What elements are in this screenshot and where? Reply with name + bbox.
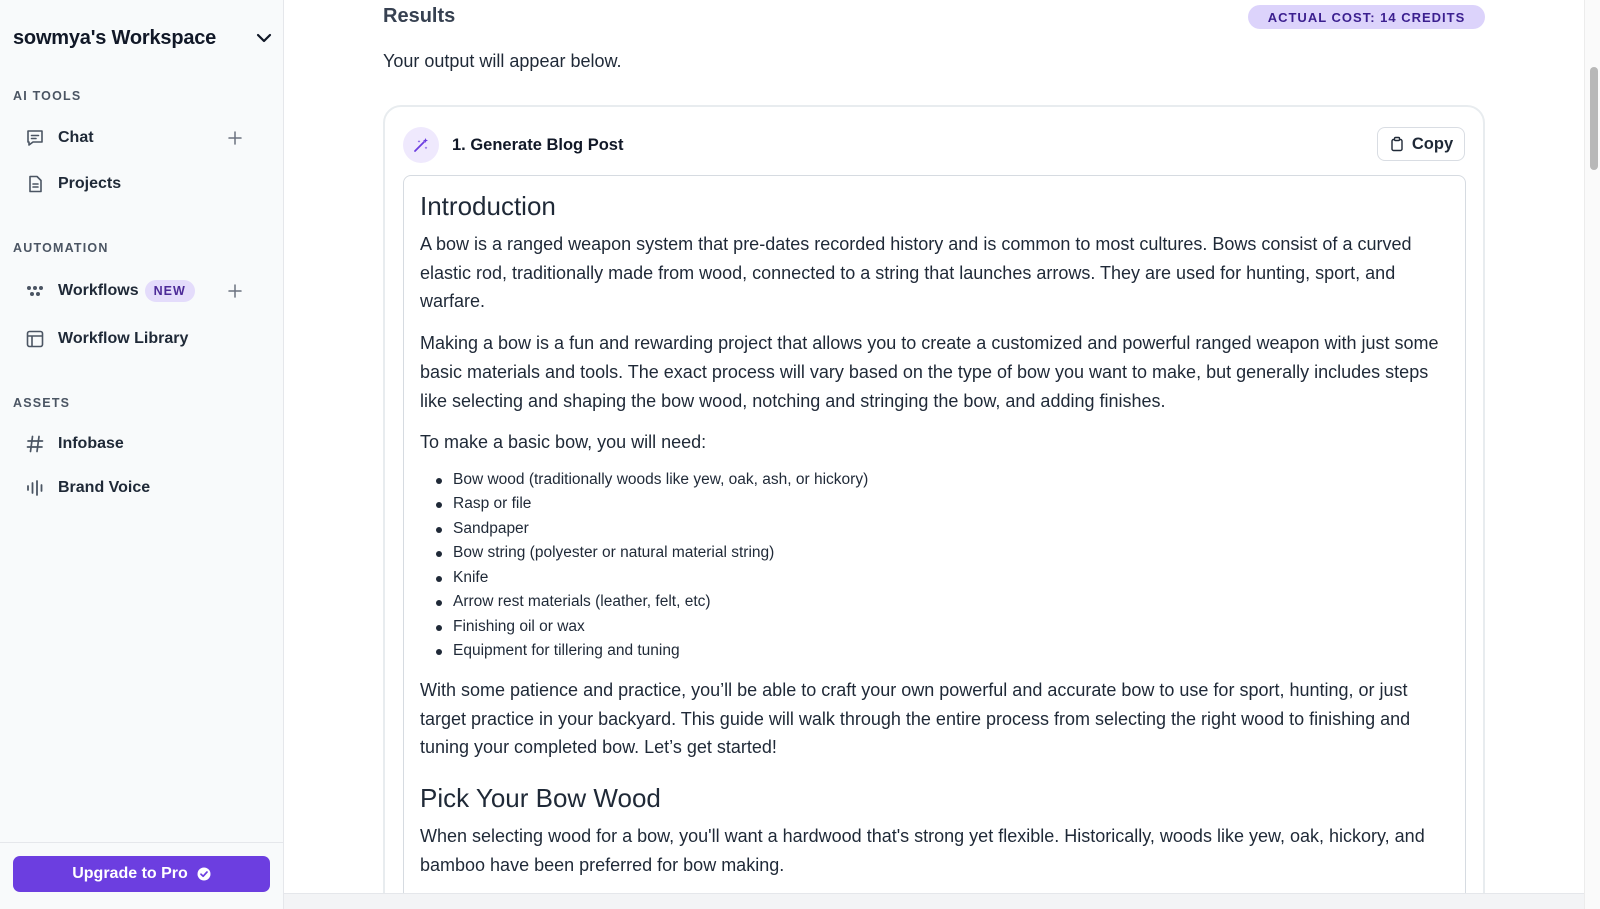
- list-item: Bow string (polyester or natural material string): [420, 541, 1449, 566]
- sidebar-item-brand-voice[interactable]: [16, 469, 262, 507]
- sidebar-item-workflow-library[interactable]: [16, 320, 262, 358]
- new-badge: NEW: [145, 280, 195, 302]
- results-title: Results: [383, 5, 456, 27]
- card-header: [403, 127, 623, 163]
- voice-bars-icon: [24, 477, 46, 499]
- sidebar-divider: [0, 842, 284, 843]
- section-label-automation: AUTOMATION: [13, 241, 109, 255]
- paragraph: Making a bow is a fun and rewarding project that allows you to create a customized and powerful ranged weapon with just some basic materials and tools. The exact process will vary based on the type of bow you want to make, but generally includes steps like selecting and shaping the bow wood, notching and stringing the bow, and adding finishes.: [420, 333, 1439, 411]
- sidebar-item-chat[interactable]: [16, 119, 262, 157]
- generated-blog-content: [403, 175, 1466, 909]
- list-item: Finishing oil or wax: [420, 615, 1449, 640]
- sidebar-item-projects[interactable]: [16, 165, 262, 203]
- document-icon: [24, 173, 46, 195]
- sidebar-item-infobase[interactable]: [16, 425, 262, 463]
- section-label-ai-tools: AI TOOLS: [13, 89, 82, 103]
- workspace-switcher[interactable]: [13, 22, 275, 54]
- sidebar: [0, 0, 284, 909]
- list-item: Sandpaper: [420, 517, 1449, 542]
- library-layout-icon: [24, 328, 46, 350]
- upgrade-to-pro-button[interactable]: [13, 856, 270, 892]
- section-label-assets: ASSETS: [13, 396, 71, 410]
- list-item: Knife: [420, 566, 1449, 591]
- list-item: Rasp or file: [420, 492, 1449, 517]
- chat-icon: [24, 127, 46, 149]
- verified-check-icon: [197, 867, 211, 881]
- results-subtitle: Your output will appear below.: [383, 51, 622, 71]
- paragraph: To make a basic bow, you will need:: [420, 432, 707, 453]
- upgrade-label: Upgrade to Pro: [72, 865, 188, 882]
- sidebar-item-workflows[interactable]: [16, 272, 262, 310]
- chevron-down-icon[interactable]: [253, 27, 275, 49]
- actual-cost-badge: ACTUAL COST: 14 CREDITS: [1248, 5, 1485, 29]
- list-item: Bow wood (traditionally woods like yew, oak, ash, or hickory): [420, 468, 1449, 493]
- add-chat-plus-icon[interactable]: [224, 127, 246, 149]
- sidebar-item-label: Infobase: [58, 435, 124, 452]
- horizontal-scrollbar[interactable]: [284, 893, 1584, 909]
- paragraph: With some patience and practice, you’ll be able to craft your own powerful and accurate bow to use for sport, hunting, or just target practice in your backyard. This guide will walk through the entire process from selecting the right wood to finishing and tuning your completed bow. Let’s get started!: [420, 679, 1411, 758]
- sidebar-item-label: Brand Voice: [58, 479, 151, 496]
- clipboard-icon: [1389, 136, 1405, 152]
- sidebar-item-label: Chat: [58, 129, 94, 146]
- main-content: [284, 0, 1584, 909]
- copy-label: Copy: [1411, 134, 1454, 153]
- add-workflow-plus-icon[interactable]: [224, 280, 246, 302]
- paragraph: When selecting wood for a bow, you'll want a hardwood that's strong yet flexible. Historically, woods like yew, oak, hickory, and bamboo have been preferred for bow making.: [420, 826, 1425, 875]
- workspace-name: sowmya's Workspace: [13, 26, 217, 49]
- paragraph: A bow is a ranged weapon system that pre-dates recorded history and is common to most cultures. Bows consist of a curved elastic rod, traditionally made from wood, connected to a string that launches arrows. They are used for hunting, sport, and warfare.: [420, 234, 1412, 312]
- card-title: 1. Generate Blog Post: [452, 135, 624, 154]
- workflow-dots-icon: [24, 280, 46, 302]
- output-card: [383, 105, 1485, 909]
- heading-introduction: Introduction: [420, 191, 556, 221]
- sidebar-item-label: Workflows: [58, 282, 139, 299]
- hash-icon: [24, 433, 46, 455]
- list-item: Arrow rest materials (leather, felt, etc): [420, 590, 1449, 615]
- list-item: Equipment for tillering and tuning: [420, 639, 1449, 664]
- copy-button[interactable]: [1377, 127, 1465, 161]
- heading-pick-bow-wood: Pick Your Bow Wood: [420, 783, 661, 814]
- vertical-scrollbar-thumb[interactable]: [1590, 67, 1598, 170]
- materials-list: [420, 468, 1449, 664]
- magic-wand-icon: [403, 127, 439, 163]
- sidebar-item-label: Workflow Library: [58, 330, 189, 347]
- sidebar-item-label: Projects: [58, 175, 122, 192]
